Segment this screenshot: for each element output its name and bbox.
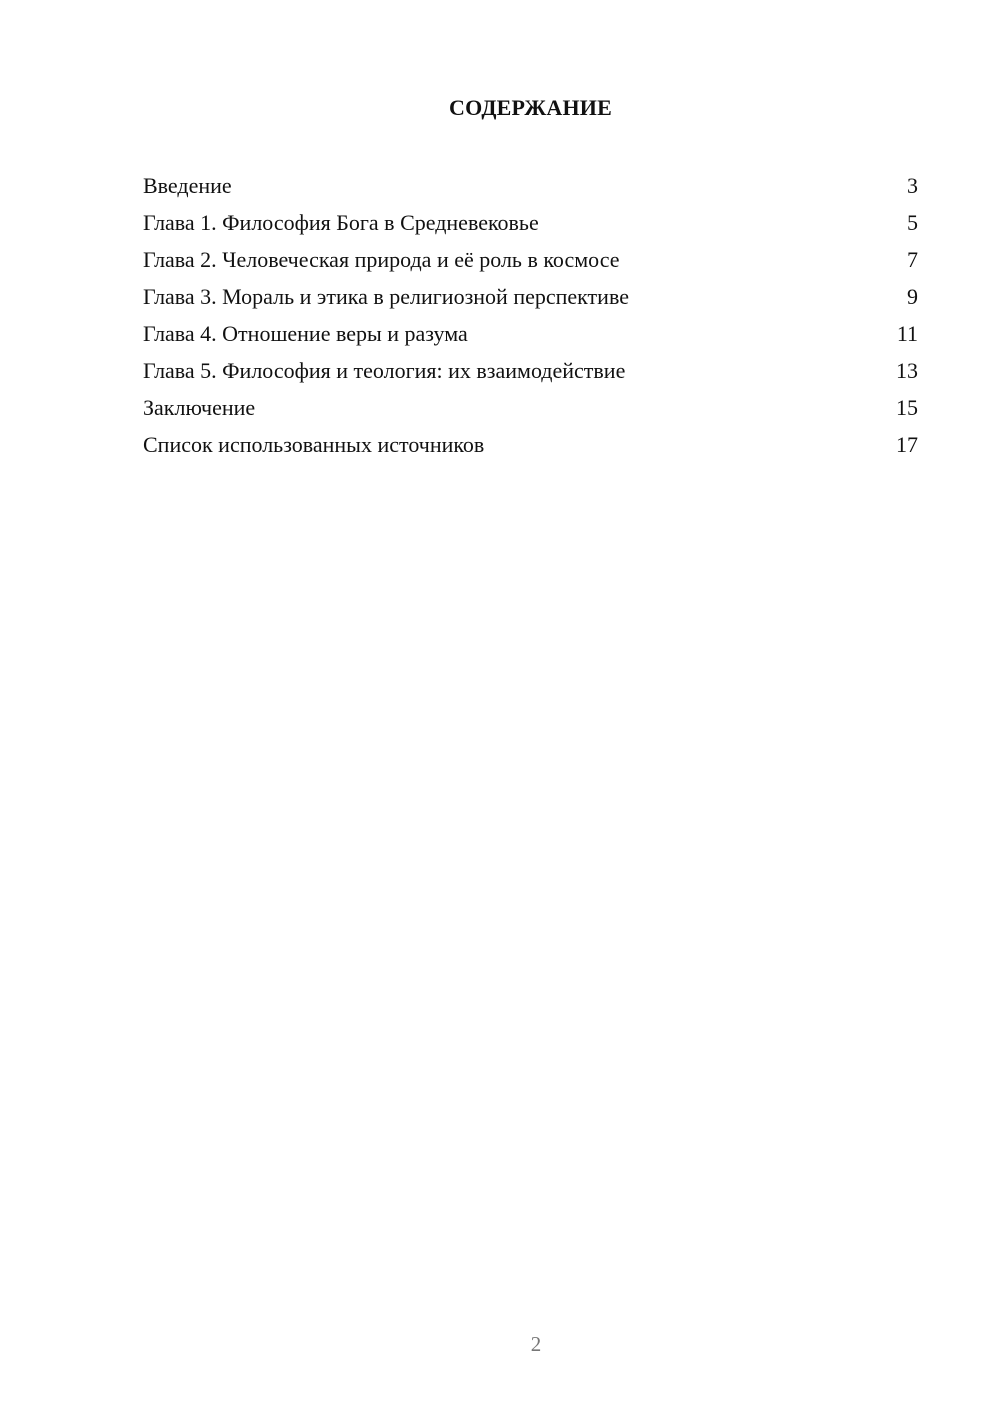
toc-item-page: 13 <box>896 358 918 383</box>
toc-item-conclusion <box>143 389 918 426</box>
toc-item-page: 15 <box>896 395 918 420</box>
toc-item-page: 5 <box>907 210 918 235</box>
page-number: 2 <box>530 1332 542 1356</box>
toc-item-label: Глава 3. Мораль и этика в религиозной перспективе <box>143 284 629 309</box>
toc-item-chapter-4 <box>143 315 918 352</box>
toc-item-page: 7 <box>907 247 918 272</box>
toc-item-label: Список использованных источников <box>143 432 485 457</box>
toc-item-label: Глава 4. Отношение веры и разума <box>143 321 468 346</box>
toc-item-label: Заключение <box>143 395 256 420</box>
toc-item-label: Глава 2. Человеческая природа и её роль в космосе <box>143 247 620 272</box>
toc-item-page: 17 <box>896 432 918 457</box>
toc-item-chapter-1 <box>143 204 918 241</box>
toc-item-introduction <box>143 167 918 204</box>
page-title: СОДЕРЖАНИЕ <box>449 95 612 120</box>
toc-item-label: Глава 1. Философия Бога в Средневековье <box>143 210 539 235</box>
toc-item-chapter-5 <box>143 352 918 389</box>
toc-item-label: Введение <box>143 173 232 198</box>
toc-item-label: Глава 5. Философия и теология: их взаимодействие <box>143 358 626 383</box>
toc-item-references <box>143 426 918 463</box>
toc-item-chapter-2 <box>143 241 918 278</box>
toc-item-page: 11 <box>896 321 918 346</box>
toc-item-page: 9 <box>907 284 918 309</box>
toc-item-chapter-3 <box>143 278 918 315</box>
table-of-contents <box>143 167 918 463</box>
toc-item-page: 3 <box>907 173 918 198</box>
